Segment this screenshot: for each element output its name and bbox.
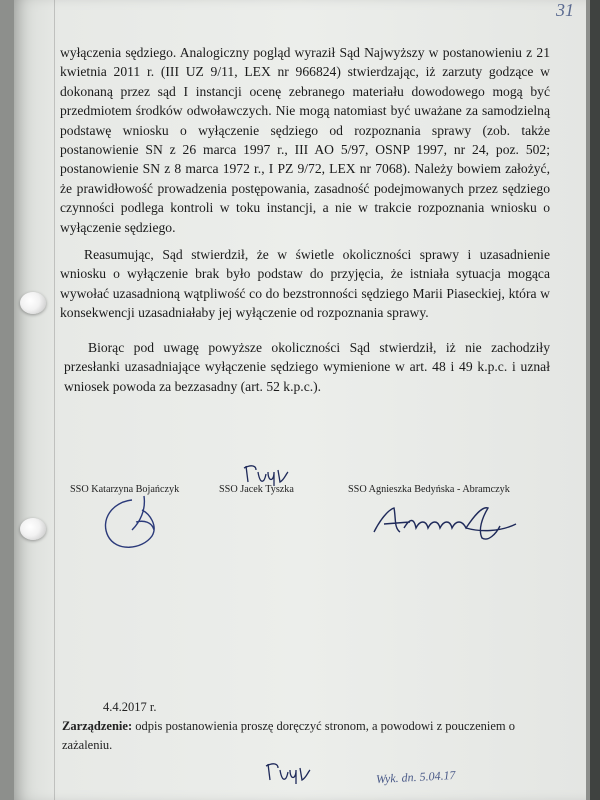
binder-ring-icon: [20, 518, 46, 540]
binder-ring-icon: [20, 292, 46, 314]
signatory-name-3: SSO Agnieszka Bedyńska - Abramczyk: [348, 484, 510, 495]
paragraph-1: wyłączenia sędziego. Analogiczny pogląd wyraził Sąd Najwyższy w postanowieniu z 21 kwietnia 2011 r. (III UZ 9/11, LEX nr 966824) stwierdzając, iż zarzuty godzące w dokonaną przez sąd I instancji ocenę zebranego materiału dowodowego mogą być przedmiotem środków odwoławczych. Nie mogą natomiast być uważane za samodzielną podstawę wniosku o wyłączenie sędziego od rozpoznania sprawy (zob. także postanowienie SN z 26 marca 1997 r., III AO 5/97, OSNP 1997, nr 24, poz. 502; postanowienie SN z 8 marca 1972 r., I PZ 9/72, LEX nr 7068). Należy bowiem założyć, że prawidłowość prowadzenia postępowania, zasadność podejmowanych przez sędziego czynności podlega kontroli w toku instancji, a nie w trakcie rozpoznania wniosku o wyłączenie sędziego.: [60, 45, 550, 235]
signature-bedynska-icon: [370, 498, 520, 548]
signatory-name-2: SSO Jacek Tyszka: [219, 484, 294, 495]
paragraph-2: Reasumując, Sąd stwierdził, że w świetle okoliczności sprawy i uzasadnienie wniosku o wyłączenie brak było podstaw do przyjęcia, że istniała sytuacja mogąca wywołać uzasadnioną wątpliwość co do bezstronności sędziego Marii Piaseckiej, która w konsekwencji uzasadniałaby jej wyłączenie od rozpoznania sprawy.: [60, 247, 550, 321]
handwritten-execution-note: Wyk. dn. 5.04.17: [375, 767, 456, 787]
signature-order-icon: [262, 758, 322, 788]
binder-margin-line: [54, 0, 55, 800]
signatory-name-1: SSO Katarzyna Bojańczyk: [70, 484, 180, 495]
page-edge-shadow: [590, 0, 600, 800]
document-date: 4.4.2017 r.: [103, 700, 157, 714]
page-number-handwritten: 31: [556, 0, 574, 20]
order-label: Zarządzenie:: [62, 719, 133, 733]
order-block: [62, 717, 532, 755]
order-text: odpis postanowienia proszę doręczyć stronom, a powodowi z pouczeniem o zażaleniu.: [62, 719, 516, 752]
paragraph-3: Biorąc pod uwagę powyższe okoliczności Sąd stwierdził, iż nie zachodziły przesłanki uzasadniające wyłączenie sędziego wymienione w art. 48 i 49 k.p.c. i uznał wniosek powoda za bezzasadny (art. 52 k.p.c.).: [64, 340, 550, 394]
